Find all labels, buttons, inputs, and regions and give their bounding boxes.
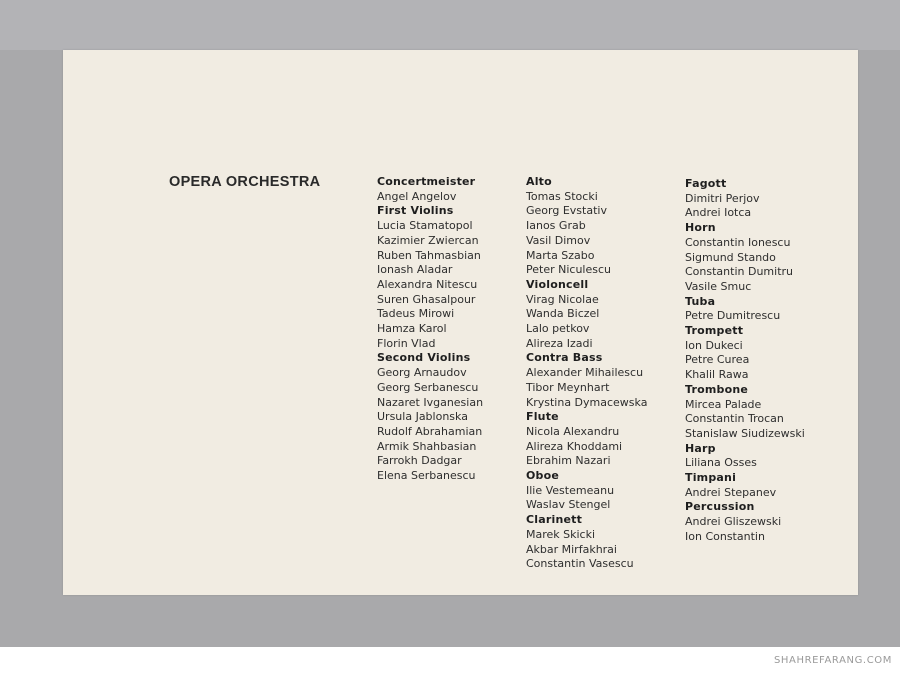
musician-name: Sigmund Stando <box>685 250 776 264</box>
musician-name: Georg Serbanescu <box>377 380 479 394</box>
section-heading: Flute <box>526 410 559 424</box>
section-heading: Trombone <box>685 382 749 396</box>
musician-name: Ilie Vestemeanu <box>526 483 615 497</box>
musician-name: Marta Szabo <box>526 248 595 262</box>
musician-name: Angel Angelov <box>377 189 457 203</box>
musician-name: Rudolf Abrahamian <box>377 424 483 438</box>
musician-name: Constantin Trocan <box>685 412 784 426</box>
musician-name: Lucia Stamatopol <box>377 219 473 233</box>
section-heading: Clarinett <box>526 513 583 527</box>
musician-name: Constantin Vasescu <box>526 557 634 571</box>
musician-name: Ionash Aladar <box>377 263 453 277</box>
musician-name: Dimitri Perjov <box>685 191 760 205</box>
musician-name: Marek Skicki <box>526 527 596 541</box>
section-heading: Fagott <box>685 177 727 190</box>
musician-name: Constantin Ionescu <box>685 235 791 249</box>
musician-name: Georg Arnaudov <box>377 366 467 380</box>
musician-name: Alireza Izadi <box>526 336 593 350</box>
musician-name: Petre Curea <box>685 353 750 367</box>
section-heading: Harp <box>685 441 716 455</box>
section-heading: First Violins <box>377 204 454 218</box>
musician-name: Liliana Osses <box>685 456 757 470</box>
section-heading: Concertmeister <box>377 175 476 188</box>
section-heading: Alto <box>526 175 552 188</box>
section-heading: Tuba <box>685 294 716 308</box>
musician-name: Khalil Rawa <box>685 368 749 382</box>
musician-name: Andrei Iotca <box>685 206 752 220</box>
musician-name: Stanislaw Siudizewski <box>685 426 805 440</box>
musician-name: Akbar Mirfakhrai <box>526 542 617 556</box>
musician-name: Suren Ghasalpour <box>377 292 476 306</box>
musician-name: Peter Niculescu <box>526 263 611 277</box>
roster-column-3 <box>685 177 805 545</box>
musician-name: Petre Dumitrescu <box>685 309 781 323</box>
musician-name: Constantin Dumitru <box>685 265 793 279</box>
musician-name: Krystina Dymacewska <box>526 395 648 409</box>
musician-name: Lalo petkov <box>526 322 590 336</box>
top-border-band <box>0 0 900 50</box>
musician-name: Elena Serbanescu <box>377 469 476 483</box>
musician-name: Hamza Karol <box>377 322 447 336</box>
section-heading: Second Violins <box>377 351 471 365</box>
musician-name: Tibor Meynhart <box>526 380 610 394</box>
section-heading: Percussion <box>685 500 755 514</box>
section-heading: Trompett <box>685 324 744 338</box>
musician-name: Vasile Smuc <box>685 279 752 293</box>
program-sheet <box>63 50 858 595</box>
section-heading: Violoncell <box>526 277 589 291</box>
musician-name: Nicola Alexandru <box>526 424 620 438</box>
musician-name: Tadeus Mirowi <box>377 307 455 321</box>
musician-name: Ion Constantin <box>685 529 765 543</box>
page-heading: OPERA ORCHESTRA <box>169 174 321 190</box>
section-heading: Contra Bass <box>526 351 603 365</box>
musician-name: Florin Vlad <box>377 336 436 350</box>
musician-name: Ianos Grab <box>526 219 586 233</box>
musician-name: Georg Evstativ <box>526 204 607 218</box>
musician-name: Armik Shahbasian <box>377 439 477 453</box>
roster-column-2 <box>526 175 647 572</box>
musician-name: Andrei Gliszewski <box>685 515 782 529</box>
musician-name: Alireza Khoddami <box>526 439 623 453</box>
musician-name: Ion Dukeci <box>685 338 743 352</box>
musician-name: Ruben Tahmasbian <box>377 248 481 262</box>
musician-name: Alexander Mihailescu <box>526 366 644 380</box>
musician-name: Vasil Dimov <box>526 233 591 247</box>
musician-name: Nazaret Ivganesian <box>377 395 484 409</box>
section-heading: Timpani <box>685 471 737 485</box>
musician-name: Mircea Palade <box>685 397 762 411</box>
musician-name: Ebrahim Nazari <box>526 454 611 468</box>
musician-name: Ursula Jablonska <box>377 410 468 424</box>
site-credit: SHAHREFARANG.COM <box>773 655 892 666</box>
musician-name: Tomas Stocki <box>526 189 598 203</box>
roster-column-1 <box>377 175 483 484</box>
musician-name: Farrokh Dadgar <box>377 454 462 468</box>
musician-name: Andrei Stepanev <box>685 485 777 499</box>
musician-name: Kazimier Zwiercan <box>377 233 479 247</box>
musician-name: Waslav Stengel <box>526 498 611 512</box>
musician-name: Alexandra Nitescu <box>377 277 478 291</box>
section-heading: Oboe <box>526 469 560 483</box>
musician-name: Wanda Biczel <box>526 307 600 321</box>
section-heading: Horn <box>685 221 716 235</box>
musician-name: Virag Nicolae <box>526 292 599 306</box>
